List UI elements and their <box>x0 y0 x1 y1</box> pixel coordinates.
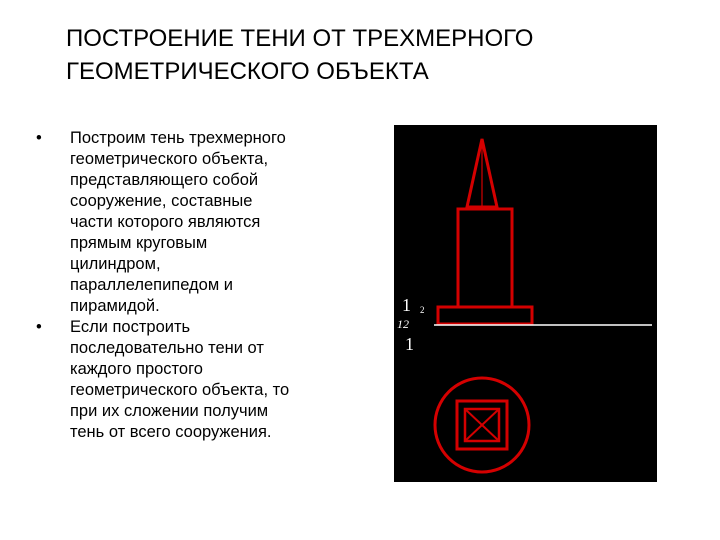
slide-title-line-1: ПОСТРОЕНИЕ ТЕНИ ОТ ТРЕХМЕРНОГО <box>66 25 534 52</box>
bullet-line: тень от всего сооружения. <box>70 423 272 441</box>
bullet-line: Если построить <box>70 318 191 336</box>
bullet-item <box>36 128 356 317</box>
bullet-line: части которого являются <box>70 213 261 231</box>
bullet-line: последовательно тени от <box>70 339 264 357</box>
bullet-line: цилиндром, <box>70 255 161 273</box>
bullet-marker: • <box>36 129 42 147</box>
axis-label-1-subscript: 2 <box>420 305 425 315</box>
cylinder-front-view <box>458 209 512 307</box>
bullet-line: Построим тень трехмерного <box>70 129 286 147</box>
axis-label-3: 1 <box>405 334 414 354</box>
shadow-construction-figure <box>394 125 657 482</box>
slide-title-line-2: ГЕОМЕТРИЧЕСКОГО ОБЪЕКТА <box>66 58 429 85</box>
bullet-line: при их сложении получим <box>70 402 269 420</box>
axis-label-2: 12 <box>397 317 409 331</box>
bullet-line: сооружение, составные <box>70 192 253 210</box>
bullet-line: пирамидой. <box>70 297 160 315</box>
bullet-line: геометрического объекта, то <box>70 381 290 399</box>
bullet-line: геометрического объекта, <box>70 150 269 168</box>
parallelepiped-front-view <box>438 307 532 324</box>
bullet-line: представляющего собой <box>70 171 259 189</box>
bullet-item <box>36 317 356 443</box>
bullet-list <box>36 128 356 443</box>
bullet-line: каждого простого <box>70 360 203 378</box>
figure-drawing <box>394 125 657 482</box>
bullet-marker: • <box>36 318 42 336</box>
bullet-line: прямым круговым <box>70 234 208 252</box>
slide-title <box>66 22 686 88</box>
bullet-line: параллелепипедом и <box>70 276 234 294</box>
axis-label-1: 1 <box>402 295 411 315</box>
